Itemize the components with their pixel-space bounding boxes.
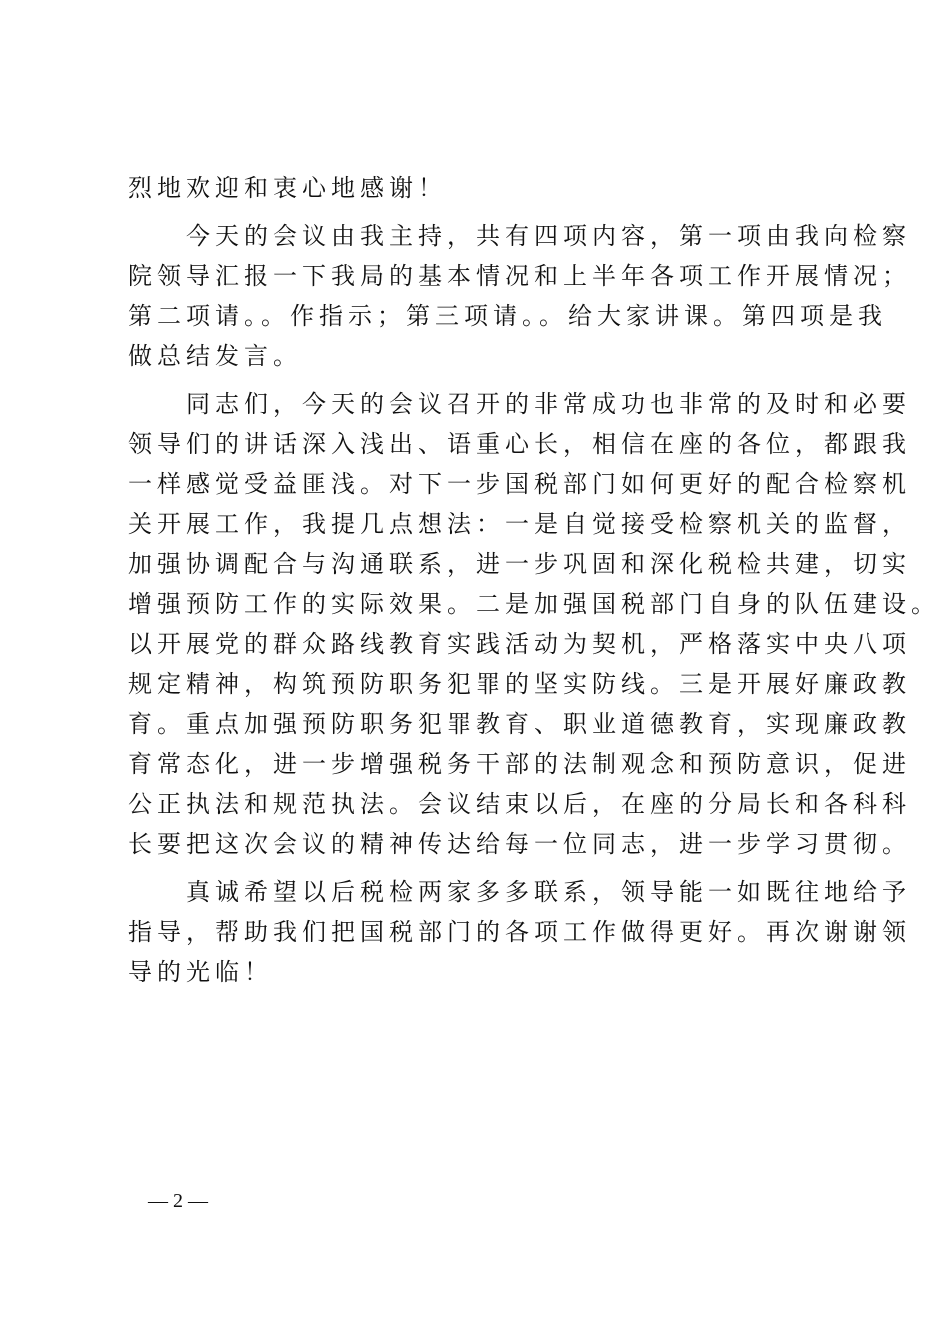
text-line: 规定精神，构筑预防职务犯罪的坚实防线。三是开展好廉政教 (128, 670, 911, 698)
text-line: 烈地欢迎和衷心地感谢！ (128, 174, 447, 202)
text-line: 育常态化，进一步增强税务干部的法制观念和预防意识，促进 (128, 750, 911, 778)
text-line: 增强预防工作的实际效果。二是加强国税部门自身的队伍建设。 (128, 590, 940, 618)
text-line: 指导，帮助我们把国税部门的各项工作做得更好。再次谢谢领 (128, 918, 911, 946)
document-body (128, 168, 940, 992)
text-line: 真诚希望以后税检两家多多联系，领导能一如既往地给予 (128, 878, 911, 906)
text-line: 领导们的讲话深入浅出、语重心长，相信在座的各位，都跟我 (128, 430, 911, 458)
text-line: 加强协调配合与沟通联系，进一步巩固和深化税检共建，切实 (128, 550, 911, 578)
text-line: 今天的会议由我主持，共有四项内容，第一项由我向检察 (128, 222, 911, 250)
text-line: 做总结发言。 (128, 342, 302, 370)
text-line: 导的光临！ (128, 958, 273, 986)
text-line: 第二项请。。作指示；第三项请。。给大家讲课。第四项是我 (128, 302, 887, 330)
text-line: 关开展工作，我提几点想法：一是自觉接受检察机关的监督， (128, 510, 911, 538)
text-line: 以开展党的群众路线教育实践活动为契机，严格落实中央八项 (128, 630, 911, 658)
paragraph-closing-thanks (128, 168, 832, 208)
text-line: 院领导汇报一下我局的基本情况和上半年各项工作开展情况； (128, 262, 911, 290)
text-line: 公正执法和规范执法。会议结束以后，在座的分局长和各科科 (128, 790, 911, 818)
paragraph-meeting-agenda (128, 216, 911, 376)
text-line: 同志们，今天的会议召开的非常成功也非常的及时和必要 (128, 390, 911, 418)
paragraph-summary-remarks (128, 384, 940, 864)
text-line: 育。重点加强预防职务犯罪教育、职业道德教育，实现廉政教 (128, 710, 911, 738)
text-line: 长要把这次会议的精神传达给每一位同志，进一步学习贯彻。 (128, 830, 911, 858)
paragraph-final-wishes (128, 872, 911, 992)
text-line: 一样感觉受益匪浅。对下一步国税部门如何更好的配合检察机 (128, 470, 911, 498)
page-number: — 2 — (148, 1190, 208, 1212)
